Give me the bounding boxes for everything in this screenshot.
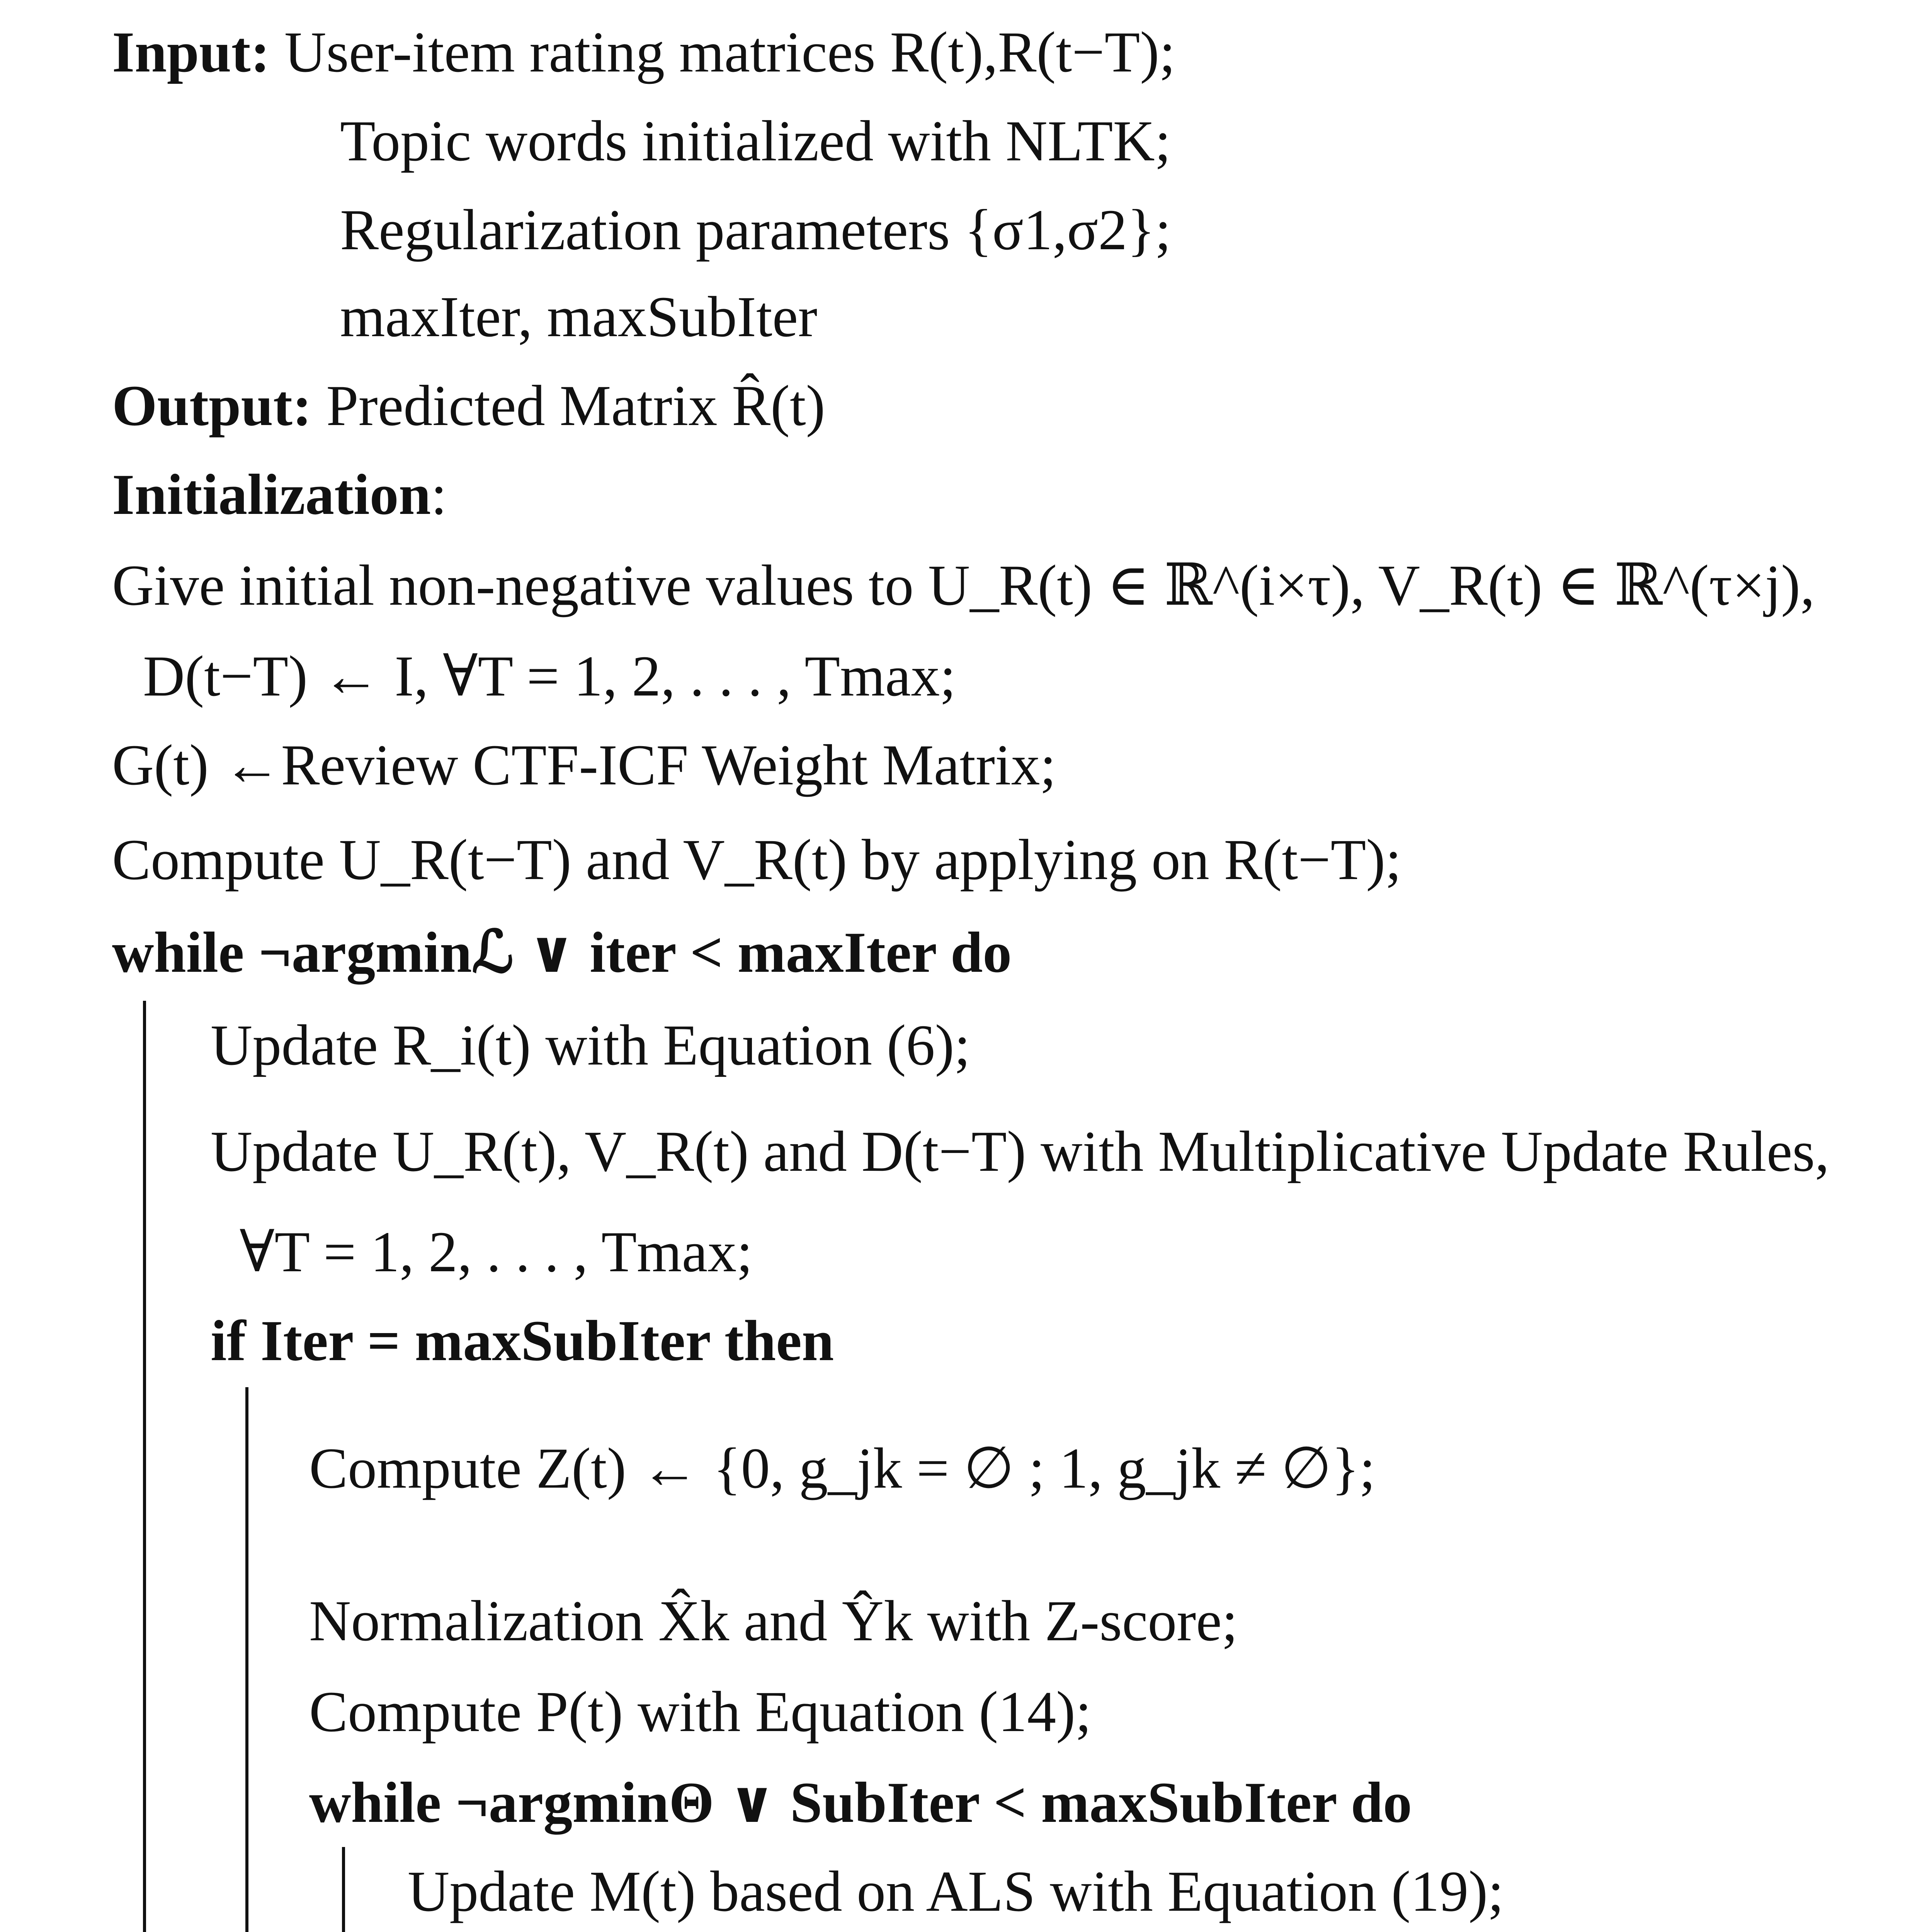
init-line-2: D(t−T) ← I, ∀T = 1, 2, . . . , Tmax;	[143, 644, 956, 708]
update-m-line: Update M(t) based on ALS with Equation (19);	[408, 1859, 1504, 1923]
compute-z-line: Compute Z(t) ← {0, g_jk = ∅ ; 1, g_jk ≠ ∅};	[309, 1436, 1376, 1500]
outer-while-rule	[143, 1001, 146, 1932]
output-text: Predicted Matrix R̂(t)	[326, 374, 825, 438]
update-uvd-cont-line: ∀T = 1, 2, . . . , Tmax;	[240, 1220, 753, 1284]
inner-while-rule	[342, 1847, 345, 1932]
initialization-line	[112, 463, 447, 527]
if-rule	[245, 1387, 248, 1932]
while-inner-line: while ¬argminΘ ∨ SubIter < maxSubIter do	[309, 1770, 1412, 1835]
input-line-1	[112, 20, 1175, 84]
if-line: if Iter = maxSubIter then	[211, 1309, 834, 1373]
while-outer-line: while ¬argminℒ ∨ iter < maxIter do	[112, 920, 1012, 985]
output-line	[112, 374, 825, 438]
normalization-line: Normalization X̂k and Ŷk with Z-score;	[309, 1589, 1238, 1653]
input-keyword: Input:	[112, 20, 270, 84]
input-line-4: maxIter, maxSubIter	[340, 285, 818, 349]
init-line-4: Compute U_R(t−T) and V_R(t) by applying on R(t−T);	[112, 828, 1401, 892]
compute-p-line: Compute P(t) with Equation (14);	[309, 1680, 1092, 1744]
update-uvd-line: Update U_R(t), V_R(t) and D(t−T) with Multiplicative Update Rules,	[211, 1119, 1830, 1184]
output-keyword: Output:	[112, 374, 312, 438]
input-line-3: Regularization parameters {σ1,σ2};	[340, 198, 1171, 262]
update-r-line: Update R_i(t) with Equation (6);	[211, 1013, 971, 1077]
init-line-1: Give initial non-negative values to U_R(t) ∈ ℝ^(i×τ), V_R(t) ∈ ℝ^(τ×j),	[112, 553, 1815, 617]
input-line-2: Topic words initialized with NLTK;	[340, 109, 1171, 173]
init-line-3: G(t) ←Review CTF-ICF Weight Matrix;	[112, 733, 1056, 797]
input-text-1: User-item rating matrices R(t),R(t−T);	[284, 20, 1175, 84]
initialization-colon: :	[431, 463, 447, 527]
initialization-keyword: Initialization	[112, 463, 431, 527]
